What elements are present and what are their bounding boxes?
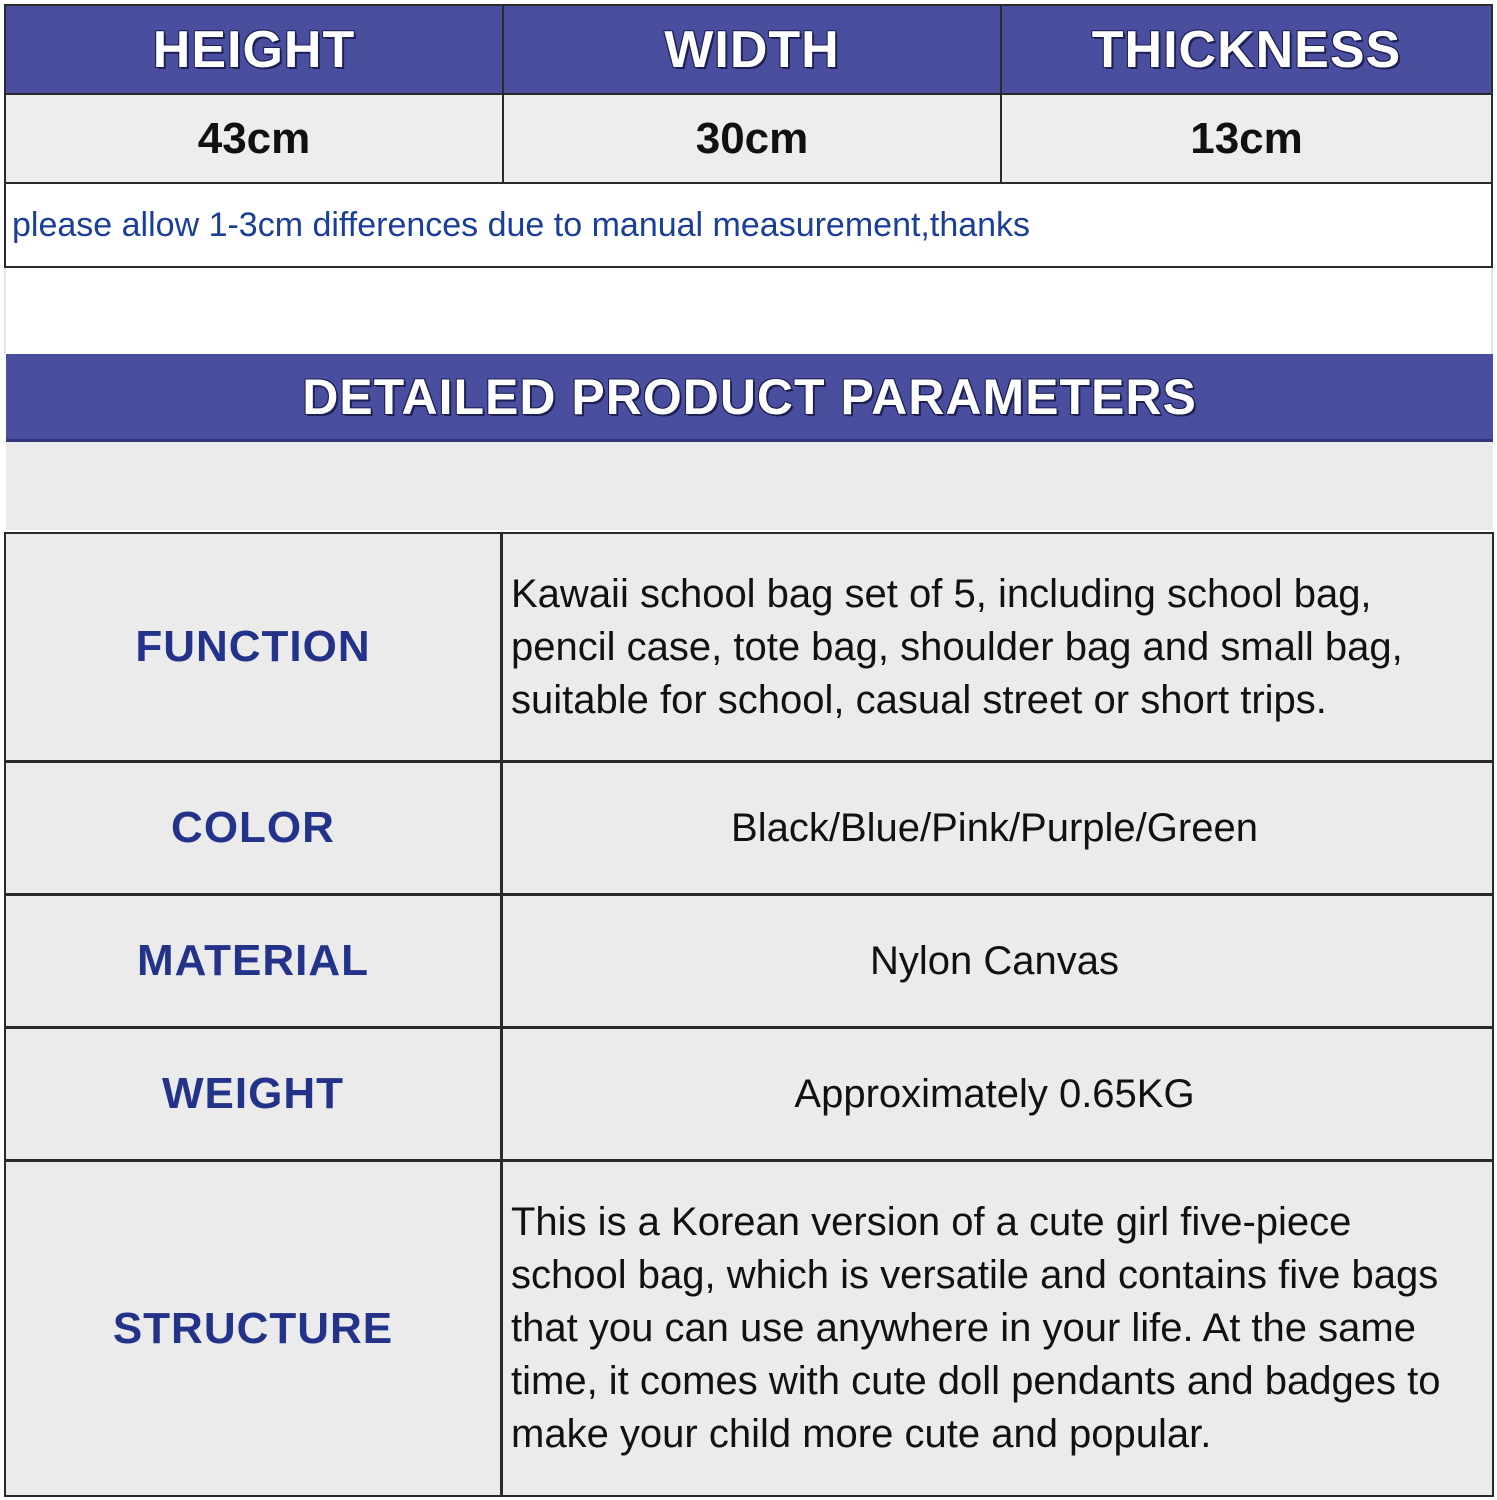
measurement-note: please allow 1-3cm differences due to manual measurement,thanks	[6, 184, 1491, 266]
param-label-color: COLOR	[6, 763, 500, 893]
size-header-thickness: THICKNESS	[1002, 6, 1491, 93]
param-label-material: MATERIAL	[6, 896, 500, 1026]
size-header-height: HEIGHT	[6, 6, 502, 93]
param-value-weight: Approximately 0.65KG	[503, 1029, 1492, 1159]
spacer-white	[4, 268, 1493, 354]
parameters-table	[4, 532, 1494, 1497]
size-value-height: 43cm	[6, 95, 502, 182]
size-header-width: WIDTH	[504, 6, 1000, 93]
param-value-material: Nylon Canvas	[503, 896, 1492, 1026]
param-value-color: Black/Blue/Pink/Purple/Green	[503, 763, 1492, 893]
param-label-weight: WEIGHT	[6, 1029, 500, 1159]
size-table	[4, 4, 1493, 268]
param-value-function: Kawaii school bag set of 5, including school bag, pencil case, tote bag, shoulder bag and small bag, suitable for school, casual street or short trips.	[503, 534, 1492, 760]
size-value-thickness: 13cm	[1002, 95, 1491, 182]
param-label-function: FUNCTION	[6, 534, 500, 760]
param-label-structure: STRUCTURE	[6, 1162, 500, 1495]
spacer-grey	[6, 442, 1493, 530]
parameters-banner: DETAILED PRODUCT PARAMETERS	[6, 354, 1493, 442]
param-value-structure: This is a Korean version of a cute girl five-piece school bag, which is versatile and contains five bags that you can use anywhere in your life. At the same time, it comes with cute doll pendants and badges to make your child more cute and popular.	[503, 1162, 1492, 1495]
size-value-width: 30cm	[504, 95, 1000, 182]
